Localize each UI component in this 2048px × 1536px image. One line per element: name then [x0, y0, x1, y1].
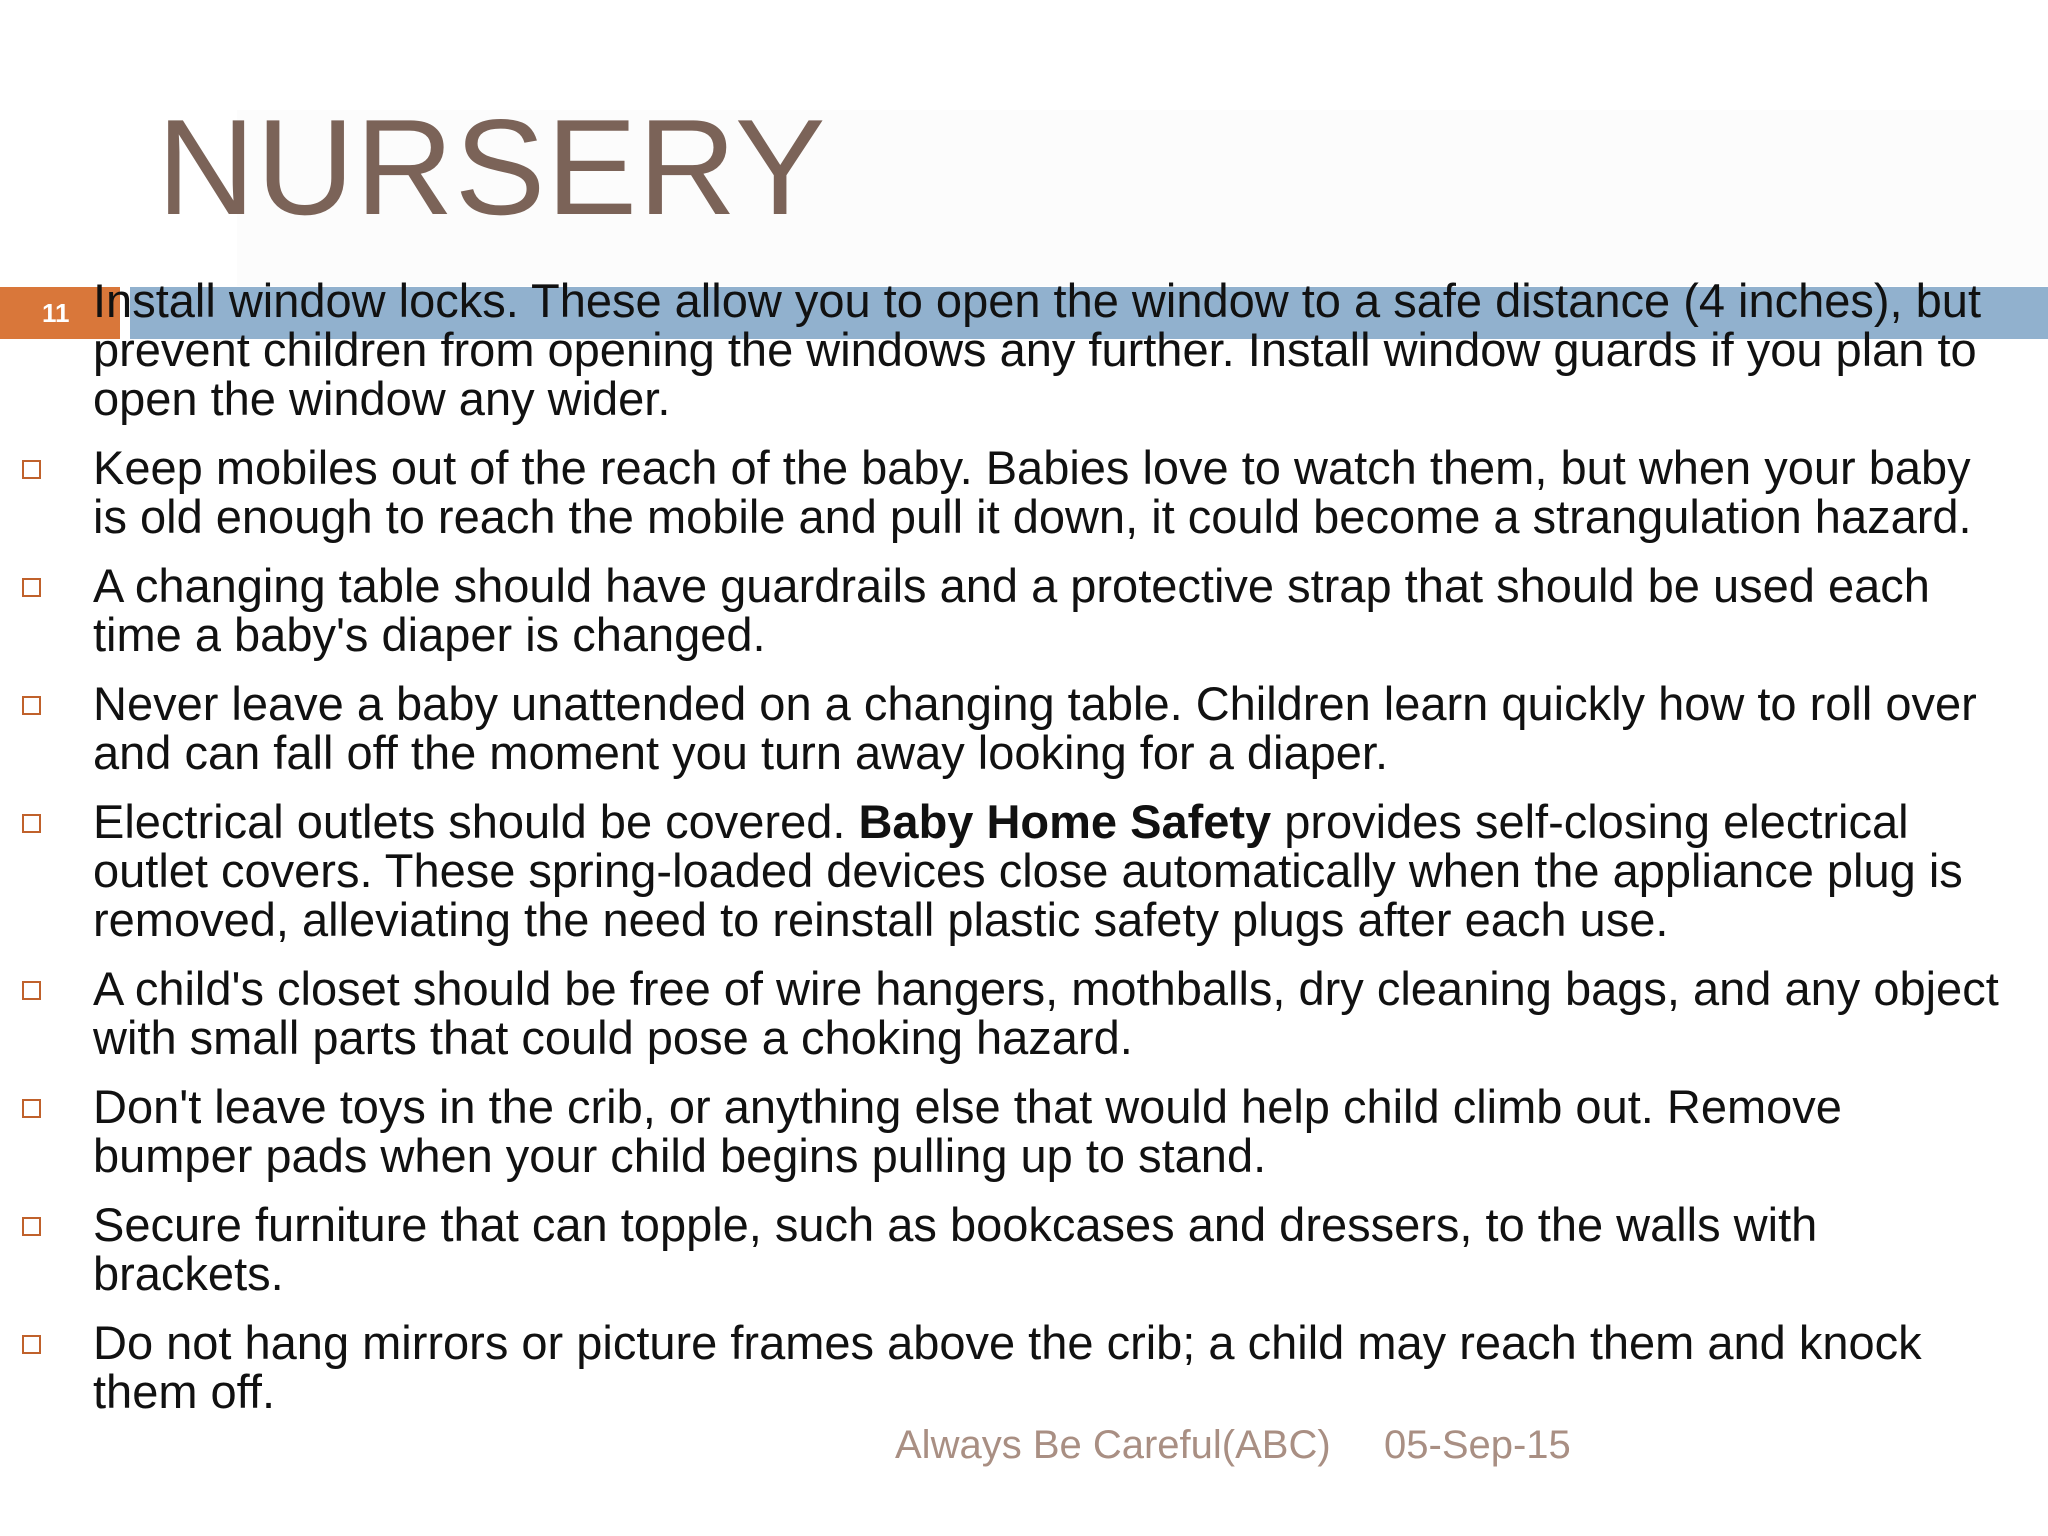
bullet-text-part: Electrical outlets should be covered. [93, 795, 859, 848]
bullet-text: Do not hang mirrors or picture frames above the crib; a child may reach them and knock them off. [93, 1316, 1922, 1418]
bullet-text: Secure furniture that can topple, such as bookcases and dressers, to the walls with brackets. [93, 1198, 1818, 1300]
footer-caption: Always Be Careful(ABC) [895, 1423, 1331, 1467]
bullet-text: Keep mobiles out of the reach of the baby. Babies love to watch them, but when your baby is old enough to reach the mobile and pull it down, it could become a strangulation hazard. [93, 441, 1972, 543]
bullet-item [0, 797, 2048, 944]
bullet-item [0, 964, 2048, 1062]
square-bullet-icon [22, 814, 41, 833]
bullet-text: Install window locks. These allow you to open the window to a safe distance (4 inches), but prevent children from opening the windows any further. Install window guards if you plan to open the window any wider. [93, 274, 1982, 425]
bullet-text: Never leave a baby unattended on a changing table. Children learn quickly how to roll over and can fall off the moment you turn away looking for a diaper. [93, 677, 1977, 779]
bullet-text: Don't leave toys in the crib, or anything else that would help child climb out. Remove bumper pads when your child begins pulling up to stand. [93, 1080, 1842, 1182]
bullet-item [0, 276, 2048, 423]
square-bullet-icon [22, 460, 41, 479]
bullet-text-part: provides self-closing electrical outlet covers. These spring-loaded devices close automatically when the appliance plug is removed, alleviating the need to reinstall plastic safety plugs after each use. [93, 795, 1963, 946]
bullet-item [0, 561, 2048, 659]
square-bullet-icon [22, 578, 41, 597]
bullet-item [0, 1082, 2048, 1180]
slide-title: NURSERY [157, 91, 827, 243]
bullet-item [0, 1318, 2048, 1416]
bullet-item [0, 679, 2048, 777]
bullet-text: A changing table should have guardrails and a protective strap that should be used each time a baby's diaper is changed. [93, 559, 1930, 661]
bullet-list [0, 276, 2048, 1436]
bullet-bold-text: Baby Home Safety [858, 795, 1272, 848]
square-bullet-icon [22, 1099, 41, 1118]
footer-date: 05-Sep-15 [1384, 1423, 1571, 1467]
square-bullet-icon [22, 981, 41, 1000]
square-bullet-icon [22, 1335, 41, 1354]
slide-number: 11 [42, 298, 70, 328]
bullet-text: A child's closet should be free of wire hangers, mothballs, dry cleaning bags, and any object with small parts that could pose a choking hazard. [93, 962, 1999, 1064]
bullet-item [0, 443, 2048, 541]
square-bullet-icon [22, 1217, 41, 1236]
bullet-item [0, 1200, 2048, 1298]
square-bullet-icon [22, 696, 41, 715]
